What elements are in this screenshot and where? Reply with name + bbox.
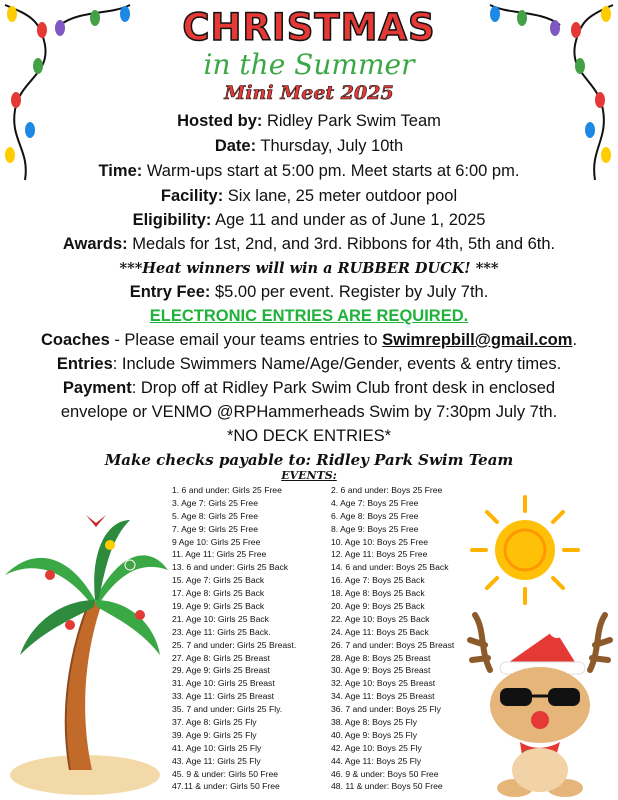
event-item: 28. Age 8: Boys 25 Breast: [331, 652, 431, 663]
awards-value: Medals for 1st, 2nd, and 3rd. Ribbons for 4th, 5th and 6th.: [127, 235, 556, 253]
event-item: 41. Age 10: Girls 25 Fly: [172, 742, 262, 753]
event-item: 11. Age 11: Girls 25 Free: [172, 549, 267, 560]
event-item: 48. 11 & under: Boys 50 Free: [331, 781, 443, 792]
eligibility-label: Eligibility:: [132, 211, 212, 229]
event-item: 2. 6 and under: Boys 25 Free: [331, 485, 443, 495]
event-item: 7. Age 9: Girls 25 Free: [172, 523, 258, 534]
event-item: 10. Age 10: Boys 25 Free: [331, 536, 428, 547]
event-name: Mini Meet 2025: [224, 82, 394, 104]
hosted-by-label: Hosted by:: [177, 112, 263, 130]
date-label: Date:: [214, 137, 257, 155]
time-line: [0, 162, 618, 181]
event-item: 33. Age 11: Girls 25 Breast: [172, 691, 275, 702]
event-item: 26. 7 and under: Boys 25 Breast: [331, 639, 455, 650]
hosted-by-value: Ridley Park Swim Team: [262, 112, 441, 130]
event-item: 34. Age 11: Boys 25 Breast: [331, 691, 435, 702]
flyer-subtitle: in the Summer: [203, 48, 415, 81]
events-heading: EVENTS:: [281, 469, 337, 482]
boys-events-list: [331, 484, 454, 793]
event-item: 32. Age 10: Boys 25 Breast: [331, 678, 436, 689]
entry-fee-line: [0, 283, 618, 302]
event-item: 27. Age 8: Girls 25 Breast: [172, 652, 270, 663]
event-item: 22. Age 10: Boys 25 Back: [331, 613, 430, 624]
event-item: 37. Age 8: Girls 25 Fly: [172, 717, 257, 728]
palm-tree-illustration: [0, 505, 170, 795]
entries-line: [0, 355, 618, 374]
entries-value: : Include Swimmers Name/Age/Gender, events & entry times.: [112, 355, 562, 373]
facility-label: Facility:: [160, 187, 224, 205]
coaches-label: Coaches: [40, 331, 110, 349]
date-line: [0, 137, 618, 156]
no-deck-entries: *NO DECK ENTRIES*: [226, 427, 392, 445]
event-item: 39. Age 9: Girls 25 Fly: [172, 729, 257, 740]
event-item: 42. Age 10: Boys 25 Fly: [331, 742, 422, 753]
event-item: 36. 7 and under: Boys 25 Fly: [331, 704, 441, 715]
entry-fee-value: $5.00 per event. Register by July 7th.: [210, 283, 489, 301]
entry-fee-label: Entry Fee:: [129, 283, 211, 301]
email-link[interactable]: Swimrepbill@gmail.com: [382, 331, 573, 349]
event-item: 21. Age 10: Girls 25 Back: [172, 613, 269, 624]
event-item: 46. 9 & under: Boys 50 Free: [331, 768, 439, 779]
event-item: 23. Age 11: Girls 25 Back.: [172, 626, 271, 637]
payment-label: Payment: [62, 379, 132, 397]
event-item: 25. 7 and under: Girls 25 Breast.: [172, 639, 297, 650]
event-item: 1. 6 and under: Girls 25 Free: [172, 485, 282, 495]
electronic-entries-note: ELECTRONIC ENTRIES ARE REQUIRED.: [149, 307, 469, 325]
event-item: 24. Age 11: Boys 25 Back: [331, 626, 429, 637]
awards-label: Awards:: [62, 235, 128, 253]
event-item: 14. 6 and under: Boys 25 Back: [331, 562, 449, 573]
coaches-value: - Please email your teams entries to: [109, 331, 383, 349]
event-item: 19. Age 9: Girls 25 Back: [172, 601, 265, 612]
facility-line: [0, 187, 618, 206]
event-item: 47.11 & under: Girls 50 Free: [172, 781, 280, 792]
date-value: Thursday, July 10th: [256, 137, 404, 155]
payment-value: : Drop off at Ridley Park Swim Club front desk in enclosed: [131, 379, 556, 397]
event-item: 44. Age 11: Boys 25 Fly: [331, 755, 422, 766]
entries-label: Entries: [56, 355, 113, 373]
event-item: 43. Age 11: Girls 25 Fly: [172, 755, 261, 766]
event-item: 17. Age 8: Girls 25 Back: [172, 588, 265, 599]
event-item: 3. Age 7: Girls 25 Free: [172, 497, 258, 508]
flyer-title: CHRISTMAS: [182, 6, 436, 49]
sun-illustration: [470, 495, 580, 605]
awards-line: [0, 235, 618, 254]
payment-line-2: envelope or VENMO @RPHammerheads Swim by 7:30pm July 7th.: [60, 403, 558, 421]
event-item: 20. Age 9: Boys 25 Back: [331, 601, 425, 612]
event-item: 30. Age 9: Boys 25 Breast: [331, 665, 431, 676]
facility-value: Six lane, 25 meter outdoor pool: [223, 187, 458, 205]
event-item: 35. 7 and under: Girls 25 Fly.: [172, 704, 283, 715]
checks-payable-note: Make checks payable to: Ridley Park Swim Team: [104, 451, 514, 469]
rubber-duck-note: ***Heat winners will win a RUBBER DUCK! ***: [119, 260, 499, 277]
hosted-by-line: [0, 112, 618, 131]
time-value: Warm-ups start at 5:00 pm. Meet starts at 6:00 pm.: [142, 162, 520, 180]
event-item: 18. Age 8: Boys 25 Back: [331, 588, 425, 599]
reindeer-illustration: [460, 610, 618, 800]
payment-line: [0, 379, 618, 398]
coaches-line: [0, 331, 618, 350]
event-item: 4. Age 7: Boys 25 Free: [331, 497, 419, 508]
event-item: 29. Age 9: Girls 25 Breast: [172, 665, 270, 676]
event-item: 8. Age 9: Boys 25 Free: [331, 523, 419, 534]
event-item: 12. Age 11: Boys 25 Free: [331, 549, 428, 560]
event-item: 6. Age 8: Boys 25 Free: [331, 510, 419, 521]
event-item: 45. 9 & under: Girls 50 Free: [172, 768, 279, 779]
eligibility-line: [0, 211, 618, 230]
time-label: Time:: [98, 162, 143, 180]
girls-events-list: [172, 484, 296, 793]
event-item: 38. Age 8: Boys 25 Fly: [331, 717, 417, 728]
event-item: 31. Age 10: Girls 25 Breast: [172, 678, 275, 689]
event-item: 9 Age 10: Girls 25 Free: [172, 536, 261, 547]
event-item: 16. Age 7: Boys 25 Back: [331, 575, 425, 586]
event-item: 5. Age 8: Girls 25 Free: [172, 510, 258, 521]
event-item: 40. Age 9: Boys 25 Fly: [331, 729, 417, 740]
electronic-entries-line: [0, 307, 618, 326]
eligibility-value: Age 11 and under as of June 1, 2025: [211, 211, 486, 229]
event-item: 13. 6 and under: Girls 25 Back: [172, 562, 289, 573]
event-item: 15. Age 7: Girls 25 Back: [172, 575, 265, 586]
email-suffix: .: [572, 331, 578, 349]
